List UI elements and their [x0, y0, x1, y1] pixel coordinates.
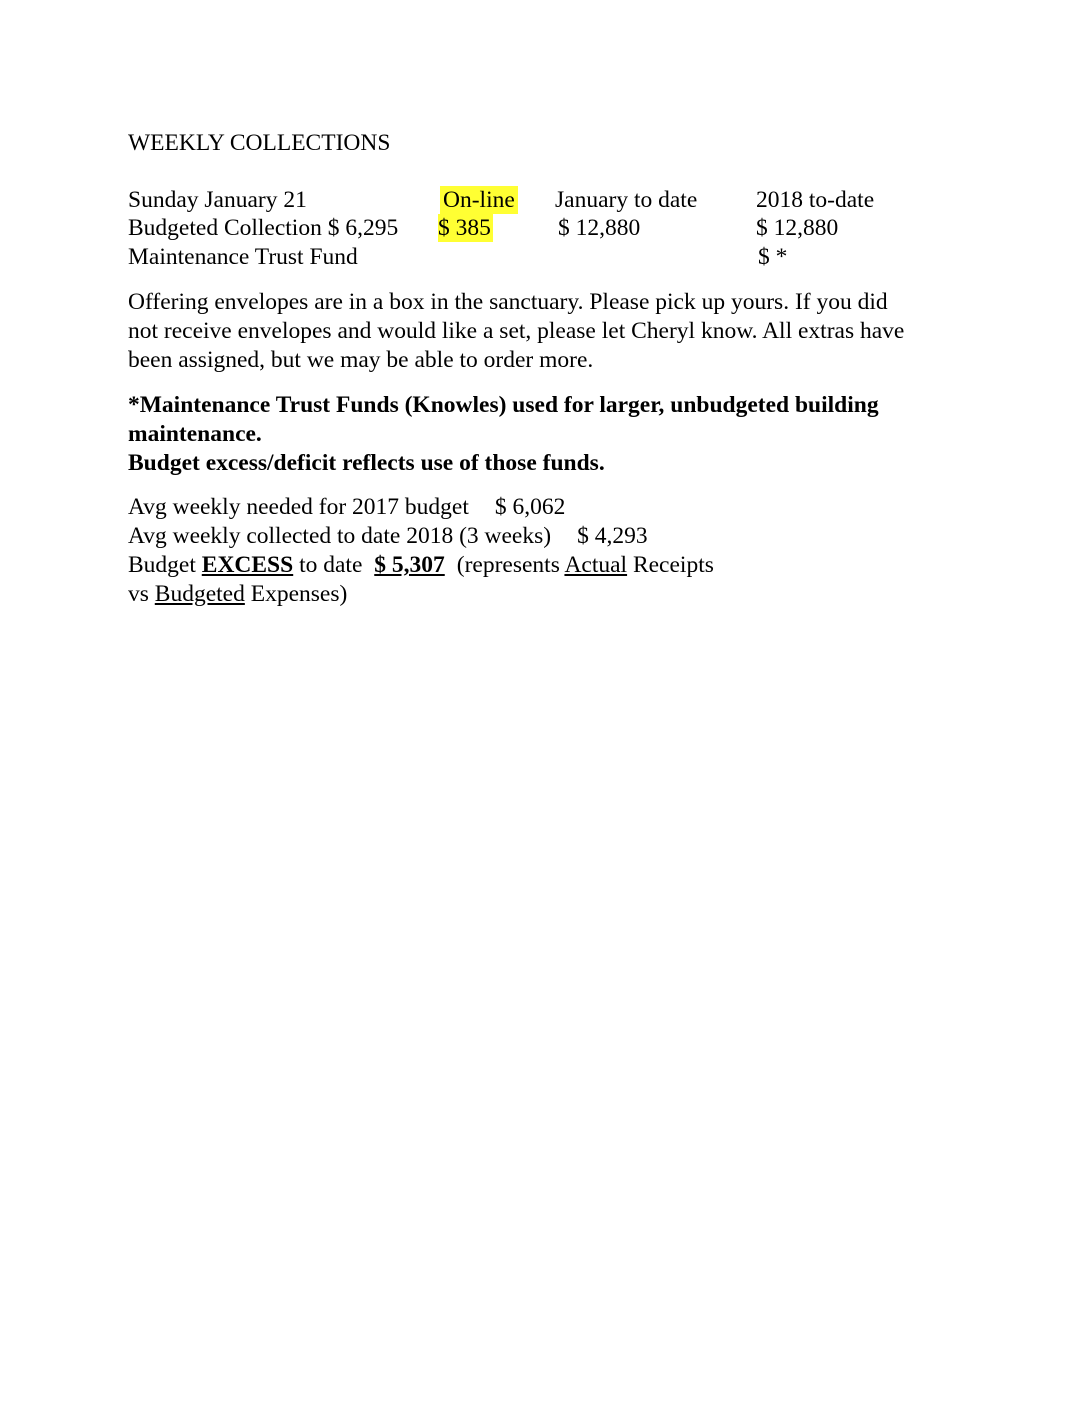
vs-word: vs [128, 581, 149, 607]
envelopes-line-2: not receive envelopes and would like a set, please let Cheryl know. All extras have [128, 318, 905, 344]
note-line-1: *Maintenance Trust Funds (Knowles) used for larger, unbudgeted building [128, 392, 879, 418]
row2-year-value: $ 12,880 [756, 215, 839, 241]
avg-needed-row [128, 493, 565, 521]
budget-excess-continuation [128, 580, 347, 608]
represents-word: (represents [456, 552, 560, 578]
note-line-2: maintenance. [128, 421, 262, 447]
to-date-word: to date [299, 552, 363, 578]
avg-collected-value: $ 4,293 [577, 523, 648, 549]
row3-year-value: $ * [758, 244, 788, 270]
envelopes-line-1: Offering envelopes are in a box in the sanctuary. Please pick up yours. If you did [128, 289, 888, 315]
row2-month-value: $ 12,880 [558, 215, 641, 241]
row2-label: Budgeted Collection $ 6,295 [128, 215, 399, 241]
budget-excess-row [128, 551, 714, 579]
avg-collected-row [128, 522, 648, 550]
avg-collected-label: Avg weekly collected to date 2018 (3 weeks) [128, 523, 552, 549]
budgeted-word: Budgeted [154, 581, 245, 607]
envelopes-line-3: been assigned, but we may be able to order more. [128, 347, 594, 373]
receipts-word: Receipts [632, 552, 714, 578]
expenses-word: Expenses) [250, 581, 348, 607]
note-line-3: Budget excess/deficit reflects use of those funds. [128, 450, 605, 476]
excess-value: $ 5,307 [374, 552, 445, 578]
page-heading: WEEKLY COLLECTIONS [128, 130, 391, 156]
row1-month-header: January to date [555, 187, 698, 213]
avg-needed-label: Avg weekly needed for 2017 budget [128, 494, 469, 520]
avg-needed-value: $ 6,062 [494, 494, 566, 520]
excess-word: EXCESS [201, 552, 294, 578]
actual-word: Actual [564, 552, 628, 578]
row1-year-header: 2018 to-date [756, 187, 875, 213]
row1-label: Sunday January 21 [128, 187, 307, 213]
row3-label: Maintenance Trust Fund [128, 244, 358, 270]
row1-online-header: On-line [440, 186, 518, 214]
budget-word: Budget [128, 552, 196, 578]
row2-online-value: $ 385 [438, 215, 491, 241]
